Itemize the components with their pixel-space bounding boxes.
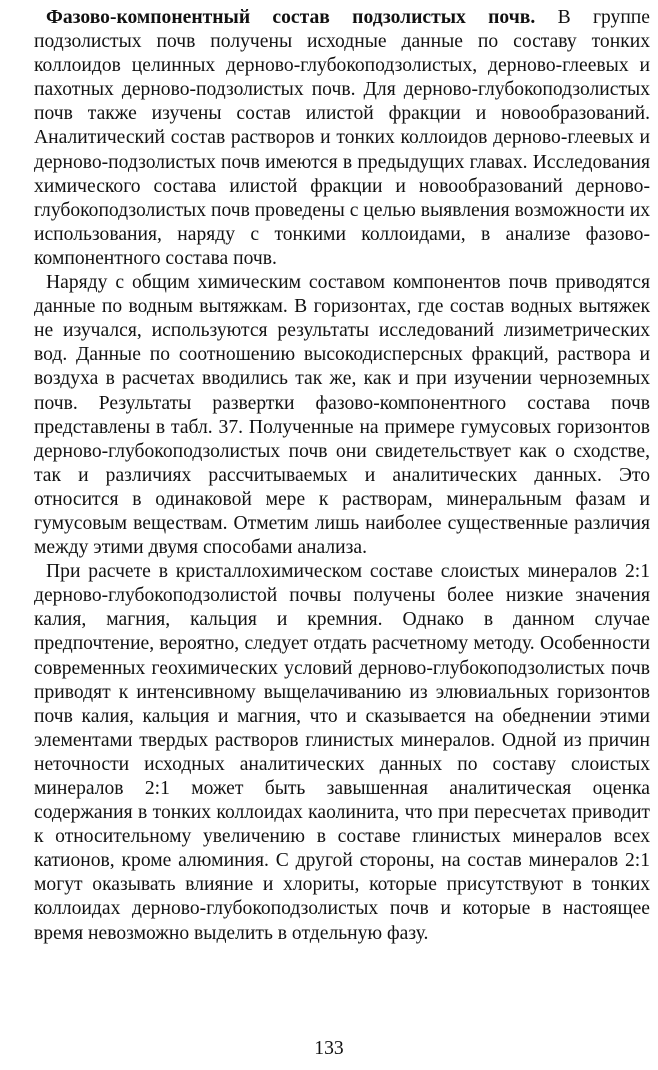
paragraph-1-text: В группе подзолистых почв получены исходные данные по составу тонких коллоидов целинных дерново-глубокоподзолистых, дерново-глеевых и пахотных дерново-подзолистых почв. Для дерново-глубокоподзолистых почв также изучены состав илистой фракции и новообразований. Аналитический состав растворов и тонких коллоидов дерново-глеевых и дерново-подзолистых почв имеются в предыдущих главах. Исследования химического состава илистой фракции и новообразований дерново-глубокоподзолистых почв проведены с целью выявления возможности их использования, наряду с тонкими коллоидами, в анализе фазово-компонентного состава почв. [34, 7, 650, 269]
section-heading: Фазово-компонентный состав подзолистых почв. [46, 7, 536, 28]
page-body [34, 6, 650, 946]
paragraph-3: При расчете в кристаллохимическом составе слоистых минералов 2:1 дерново-глубокоподзолистой почвы получены более низкие значения калия, магния, кальция и кремния. Однако в данном случае предпочтение, вероятно, следует отдать расчетному методу. Особенности современных геохимических условий дерново-глубокоподзолистых почв приводят к интенсивному выщелачиванию из элювиальных горизонтов почв калия, кальция и магния, что и сказывается на обеднении этими элементами твердых растворов глинистых минералов. Одной из причин неточности исходных аналитических данных по составу слоистых минералов 2:1 может быть завышенная аналитическая оценка содержания в тонких коллоидах каолинита, что при пересчетах приводит к относительному увеличению в составе глинистых минералов всех катионов, кроме алюминия. С другой стороны, на состав минералов 2:1 могут оказывать влияние и хлориты, которые присутствуют в тонких коллоидах дерново-глубокоподзолистых почв и которые в настоящее время невозможно выделить в отдельную фазу. [34, 561, 650, 944]
paragraph-1 [34, 6, 650, 271]
page-number: 133 [314, 1038, 344, 1059]
paragraph-2: Наряду с общим химическим составом компонентов почв приводятся данные по водным вытяжкам. В горизонтах, где состав водных вытяжек не изучался, используются результаты исследований лизиметрических вод. Данные по соотношению высокодисперсных фракций, раствора и воздуха в расчетах вводились так же, как и при изучении черноземных почв. Результаты развертки фазово-компонентного состава почв представлены в табл. 37. Полученные на примере гумусовых горизонтов дерново-глубокоподзолистых почв они свидетельствует как о сходстве, так и различиях рассчитываемых и аналитических данных. Это относится в одинаковой мере к растворам, минеральным фазам и гумусовым веществам. Отметим лишь наиболее существенные различия между этими двумя способами анализа. [34, 272, 650, 559]
